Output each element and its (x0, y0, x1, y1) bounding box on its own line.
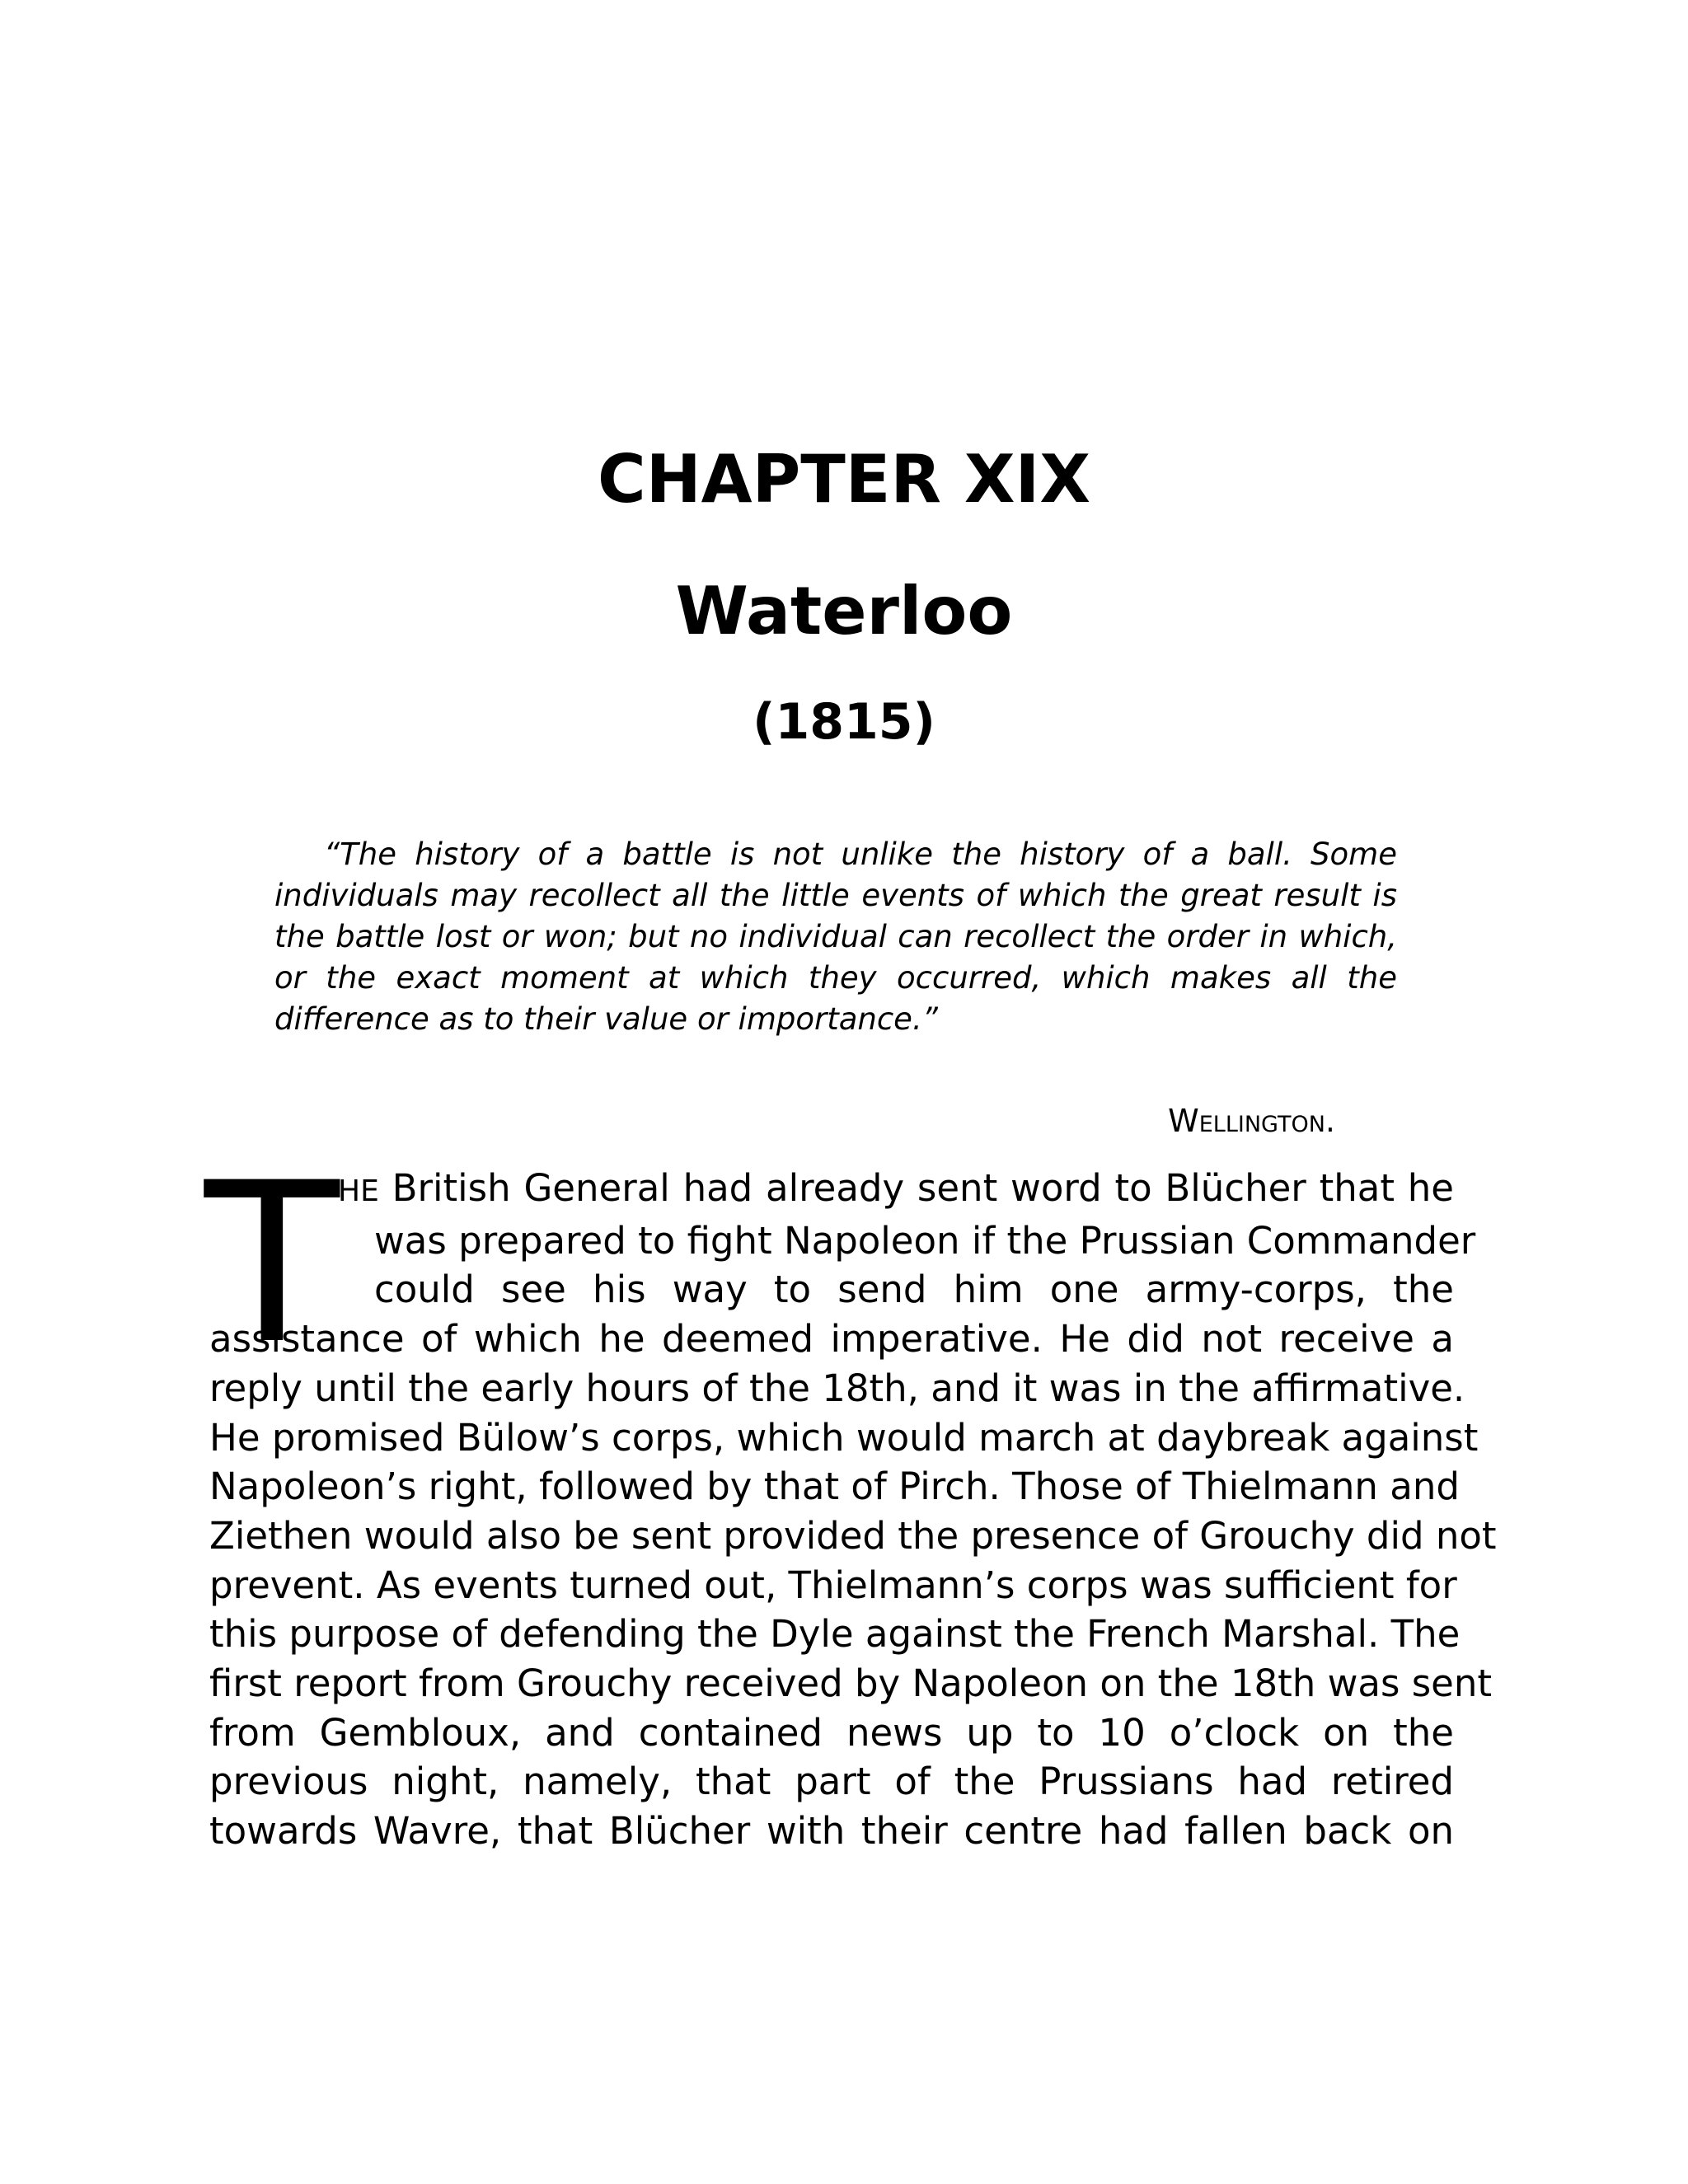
chapter-title: Waterloo (675, 573, 1013, 649)
epigraph-line: the battle lost or won; but no individual can recollect the order in which, (274, 919, 1397, 954)
body-line: prevent. As events turned out, Thielmann’s corps was sufficient for (209, 1563, 1457, 1607)
body-line: assistance of which he deemed imperative. He did not receive a (209, 1317, 1454, 1361)
body-line: this purpose of defending the Dyle against the French Marshal. The (209, 1612, 1461, 1657)
body-line: was prepared to fight Napoleon if the Prussian Commander (374, 1218, 1476, 1263)
body-line: He promised Bülow’s corps, which would march at daybreak against (209, 1415, 1479, 1460)
body-line: Napoleon’s right, followed by that of Pirch. Those of Thielmann and (209, 1465, 1460, 1509)
body-line: towards Wavre, that Blücher with their centre had fallen back on (209, 1809, 1454, 1854)
body-line (338, 1164, 1454, 1216)
body-line: Ziethen would also be sent provided the presence of Grouchy did not (209, 1513, 1497, 1558)
chapter-year: (1815) (753, 693, 935, 751)
body-line: reply until the early hours of the 18th, and it was in the affirmative. (209, 1366, 1465, 1410)
body-line: previous night, namely, that part of the Prussians had retired (209, 1760, 1454, 1804)
epigraph-quote (274, 834, 1397, 1040)
epigraph-line: individuals may recollect all the little events of which the great result is (274, 878, 1397, 913)
lead-word: HE (338, 1174, 379, 1208)
body-line: could see his way to send him one army-corps, the (374, 1268, 1454, 1312)
body-paragraph (209, 1164, 1497, 1856)
epigraph-line: difference as to their value or importance.” (274, 1001, 938, 1037)
body-line: from Gembloux, and contained news up to 10 o’clock on the (209, 1710, 1454, 1755)
drop-cap: T (204, 1136, 340, 1393)
epigraph-line: or the exact moment at which they occurred, which makes all the (274, 960, 1397, 996)
first-line-text: British General had already sent word to Blücher that he (392, 1166, 1454, 1210)
chapter-number: CHAPTER XIX (597, 441, 1090, 518)
epigraph-attribution: Wellington. (1168, 1103, 1335, 1139)
body-line: first report from Grouchy received by Napoleon on the 18th was sent (209, 1661, 1492, 1706)
epigraph-line: “The history of a battle is not unlike the history of a ball. Some (324, 837, 1397, 872)
